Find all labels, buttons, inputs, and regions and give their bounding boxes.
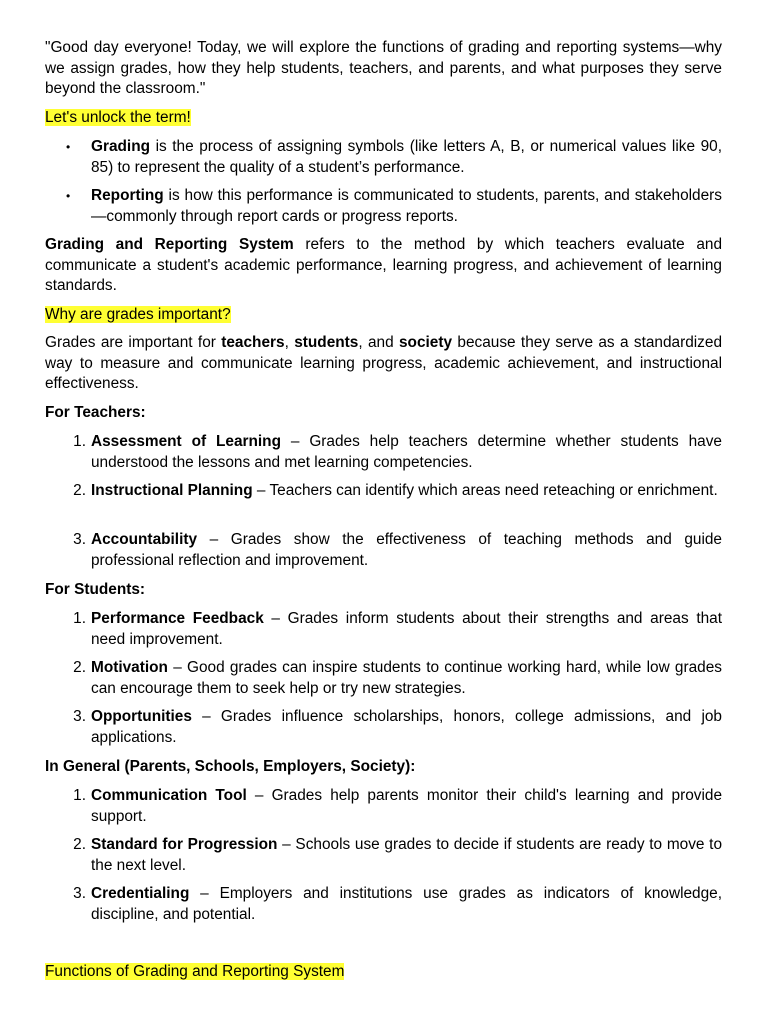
item-text: – Grades inform students about their strengths and areas that need improvement. — [91, 610, 722, 648]
item-text: – Employers and institutions use grades as indicators of knowledge, discipline, and potential. — [91, 885, 722, 923]
term-text: is how this performance is communicated to students, parents, and stakeholders—commonly through report cards or progress reports. — [91, 187, 722, 225]
term-label: Reporting — [91, 187, 164, 204]
list-number: 1. — [73, 787, 86, 804]
heading-in-general — [45, 757, 722, 778]
term-text: is the process of assigning symbols (like letters A, B, or numerical values like 90, 85) to represent the quality of a student’s performance. — [91, 138, 722, 176]
heading-text: In General (Parents, Schools, Employers, Society): — [45, 758, 416, 775]
item-text: – Grades help parents monitor their child's learning and provide support. — [91, 787, 723, 825]
list-item — [91, 530, 722, 571]
importance-text: Grades are important for — [45, 334, 222, 351]
item-term: Accountability — [91, 531, 198, 548]
highlight-text: Why are grades important? — [45, 306, 231, 323]
section-highlight-term — [45, 108, 722, 129]
highlight-text: Functions of Grading and Reporting System — [45, 963, 345, 980]
item-term: Performance Feedback — [91, 610, 264, 627]
heading-text: For Teachers: — [45, 404, 146, 421]
importance-bold-students: students — [294, 334, 359, 351]
definition-paragraph — [45, 235, 722, 297]
importance-text: because they serve as a standardized way to measure and communicate learning progress, academic achievement, and instructional effectiveness. — [45, 334, 722, 392]
list-item — [91, 432, 722, 473]
importance-bold-teachers: teachers — [221, 334, 285, 351]
list-number: 2. — [73, 482, 86, 499]
term-label: Grading — [91, 138, 150, 155]
list-number: 1. — [73, 610, 86, 627]
definition-text: refers to the method by which teachers evaluate and communicate a student's academic performance, learning progress, and achievement of learning standards. — [45, 236, 723, 294]
list-number: 1. — [73, 433, 86, 450]
importance-bold-society: society — [399, 334, 453, 351]
term-item-reporting — [91, 186, 722, 227]
list-item — [91, 481, 722, 502]
list-number: 3. — [73, 531, 86, 548]
item-text: – Grades show the effectiveness of teaching methods and guide professional reflection and improvement. — [91, 531, 722, 569]
importance-paragraph — [45, 333, 722, 395]
list-item — [91, 884, 722, 925]
importance-text: , — [284, 334, 295, 351]
item-term: Instructional Planning — [91, 482, 253, 499]
list-number: 3. — [73, 708, 86, 725]
item-term: Standard for Progression — [91, 836, 278, 853]
item-text: – Good grades can inspire students to continue working hard, while low grades can encourage them to seek help or try new strategies. — [91, 659, 722, 697]
item-term: Credentialing — [91, 885, 190, 902]
bullet-marker: • — [66, 140, 71, 154]
item-text: – Teachers can identify which areas need reteaching or enrichment. — [252, 482, 718, 499]
definition-term: Grading and Reporting System — [45, 236, 294, 253]
list-item — [91, 835, 722, 876]
heading-text: For Students: — [45, 581, 146, 598]
list-item — [91, 707, 722, 748]
item-text: – Grades help teachers determine whether students have understood the lessons and met learning competencies. — [91, 433, 722, 471]
item-term: Motivation — [91, 659, 168, 676]
highlight-text: Let's unlock the term! — [45, 109, 191, 126]
item-term: Communication Tool — [91, 787, 247, 804]
item-term: Opportunities — [91, 708, 192, 725]
list-number: 3. — [73, 885, 86, 902]
importance-text: , and — [358, 334, 399, 351]
item-text: – Schools use grades to decide if students are ready to move to the next level. — [91, 836, 723, 874]
heading-for-students — [45, 580, 722, 601]
bullet-marker: • — [66, 189, 71, 203]
section-highlight-why — [45, 305, 722, 326]
list-item — [91, 609, 722, 650]
item-term: Assessment of Learning — [91, 433, 281, 450]
list-item — [91, 786, 722, 827]
section-highlight-functions — [45, 962, 722, 983]
list-number: 2. — [73, 659, 86, 676]
item-text: – Grades influence scholarships, honors, college admissions, and job applications. — [91, 708, 722, 746]
heading-for-teachers — [45, 403, 722, 424]
term-item-grading — [91, 137, 722, 178]
intro-paragraph: "Good day everyone! Today, we will explore the functions of grading and reporting systems—why we assign grades, how they help students, teachers, and parents, and what purposes they serve beyond the classroom." — [45, 39, 722, 97]
list-number: 2. — [73, 836, 86, 853]
list-item — [91, 658, 722, 699]
